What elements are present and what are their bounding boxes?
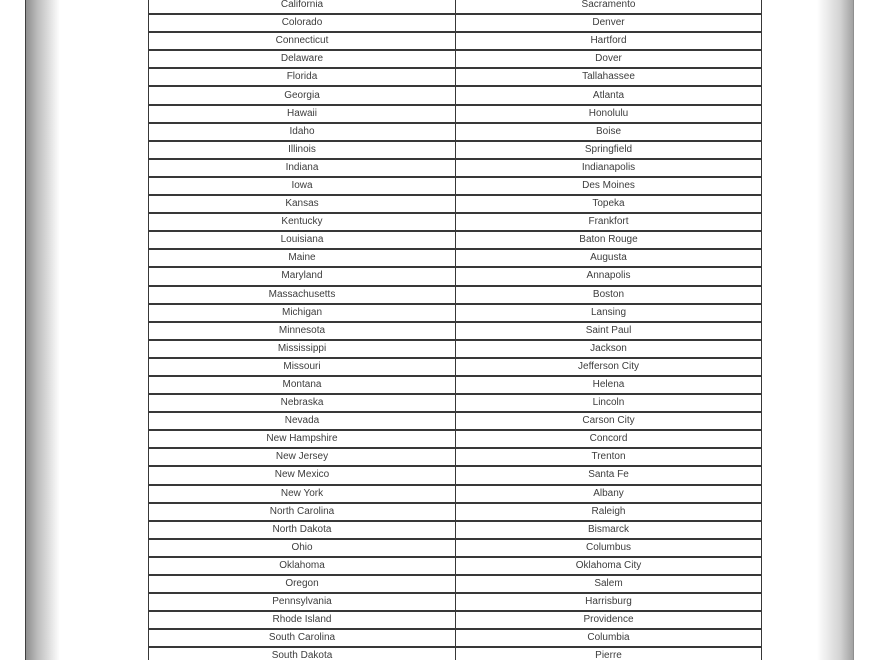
state-cell: New Hampshire [149, 430, 456, 448]
state-cell: Connecticut [149, 32, 456, 50]
capital-cell: Atlanta [456, 86, 762, 104]
table-row [149, 267, 762, 285]
capital-cell: Baton Rouge [456, 231, 762, 249]
table-row [149, 304, 762, 322]
capital-cell: Des Moines [456, 177, 762, 195]
table-row [149, 611, 762, 629]
state-cell: Mississippi [149, 340, 456, 358]
capital-cell: Lansing [456, 304, 762, 322]
capital-cell: Indianapolis [456, 159, 762, 177]
table-row [149, 32, 762, 50]
table-row [149, 177, 762, 195]
capital-cell: Columbus [456, 539, 762, 557]
table-row [149, 0, 762, 14]
table-row [149, 286, 762, 304]
capital-cell: Trenton [456, 448, 762, 466]
capital-cell: Lincoln [456, 394, 762, 412]
state-cell: Illinois [149, 141, 456, 159]
state-cell: South Dakota [149, 647, 456, 660]
state-cell: Oregon [149, 575, 456, 593]
table-row [149, 521, 762, 539]
document-page [25, 0, 853, 660]
capital-cell: Salem [456, 575, 762, 593]
table-row [149, 105, 762, 123]
state-cell: North Dakota [149, 521, 456, 539]
table-row [149, 448, 762, 466]
table-row [149, 159, 762, 177]
state-cell: New Mexico [149, 466, 456, 484]
state-cell: Massachusetts [149, 286, 456, 304]
table-row [149, 249, 762, 267]
state-cell: Delaware [149, 50, 456, 68]
capital-cell: Honolulu [456, 105, 762, 123]
capital-cell: Dover [456, 50, 762, 68]
capital-cell: Oklahoma City [456, 557, 762, 575]
state-cell: Maryland [149, 267, 456, 285]
capital-cell: Raleigh [456, 503, 762, 521]
table-row [149, 231, 762, 249]
state-cell: Ohio [149, 539, 456, 557]
state-cell: Kentucky [149, 213, 456, 231]
table-row [149, 50, 762, 68]
table-row [149, 593, 762, 611]
state-cell: North Carolina [149, 503, 456, 521]
states-capitals-table [148, 0, 762, 660]
state-cell: Missouri [149, 358, 456, 376]
capital-cell: Carson City [456, 412, 762, 430]
capital-cell: Frankfort [456, 213, 762, 231]
table-row [149, 394, 762, 412]
capital-cell: Pierre [456, 647, 762, 660]
state-cell: Kansas [149, 195, 456, 213]
table-row [149, 539, 762, 557]
table-row [149, 430, 762, 448]
capital-cell: Boston [456, 286, 762, 304]
state-cell: Michigan [149, 304, 456, 322]
capital-cell: Harrisburg [456, 593, 762, 611]
capital-cell: Santa Fe [456, 466, 762, 484]
capital-cell: Jefferson City [456, 358, 762, 376]
table-row [149, 629, 762, 647]
table-row [149, 466, 762, 484]
table-row [149, 503, 762, 521]
state-cell: Idaho [149, 123, 456, 141]
table-row [149, 376, 762, 394]
capital-cell: Topeka [456, 195, 762, 213]
state-cell: California [149, 0, 456, 14]
capital-cell: Augusta [456, 249, 762, 267]
table-row [149, 14, 762, 32]
state-cell: Oklahoma [149, 557, 456, 575]
states-table-body [149, 0, 762, 660]
capital-cell: Jackson [456, 340, 762, 358]
table-row [149, 213, 762, 231]
table-row [149, 358, 762, 376]
state-cell: Florida [149, 68, 456, 86]
capital-cell: Bismarck [456, 521, 762, 539]
state-cell: Rhode Island [149, 611, 456, 629]
table-row [149, 86, 762, 104]
state-cell: Colorado [149, 14, 456, 32]
table-row [149, 575, 762, 593]
capital-cell: Helena [456, 376, 762, 394]
state-cell: Maine [149, 249, 456, 267]
capital-cell: Albany [456, 485, 762, 503]
table-row [149, 557, 762, 575]
capital-cell: Providence [456, 611, 762, 629]
capital-cell: Tallahassee [456, 68, 762, 86]
state-cell: New Jersey [149, 448, 456, 466]
table-row [149, 412, 762, 430]
table-row [149, 195, 762, 213]
table-row [149, 123, 762, 141]
capital-cell: Annapolis [456, 267, 762, 285]
capital-cell: Columbia [456, 629, 762, 647]
state-cell: Hawaii [149, 105, 456, 123]
state-cell: Louisiana [149, 231, 456, 249]
state-cell: Georgia [149, 86, 456, 104]
state-cell: Nebraska [149, 394, 456, 412]
state-cell: Iowa [149, 177, 456, 195]
state-cell: Montana [149, 376, 456, 394]
capital-cell: Hartford [456, 32, 762, 50]
capital-cell: Concord [456, 430, 762, 448]
capital-cell: Springfield [456, 141, 762, 159]
capital-cell: Boise [456, 123, 762, 141]
table-row [149, 141, 762, 159]
capital-cell: Denver [456, 14, 762, 32]
state-cell: Nevada [149, 412, 456, 430]
state-cell: Indiana [149, 159, 456, 177]
capital-cell: Saint Paul [456, 322, 762, 340]
capital-cell: Sacramento [456, 0, 762, 14]
table-row [149, 340, 762, 358]
state-cell: Minnesota [149, 322, 456, 340]
state-cell: South Carolina [149, 629, 456, 647]
state-cell: Pennsylvania [149, 593, 456, 611]
table-row [149, 647, 762, 660]
table-row [149, 322, 762, 340]
table-row [149, 485, 762, 503]
table-row [149, 68, 762, 86]
state-cell: New York [149, 485, 456, 503]
